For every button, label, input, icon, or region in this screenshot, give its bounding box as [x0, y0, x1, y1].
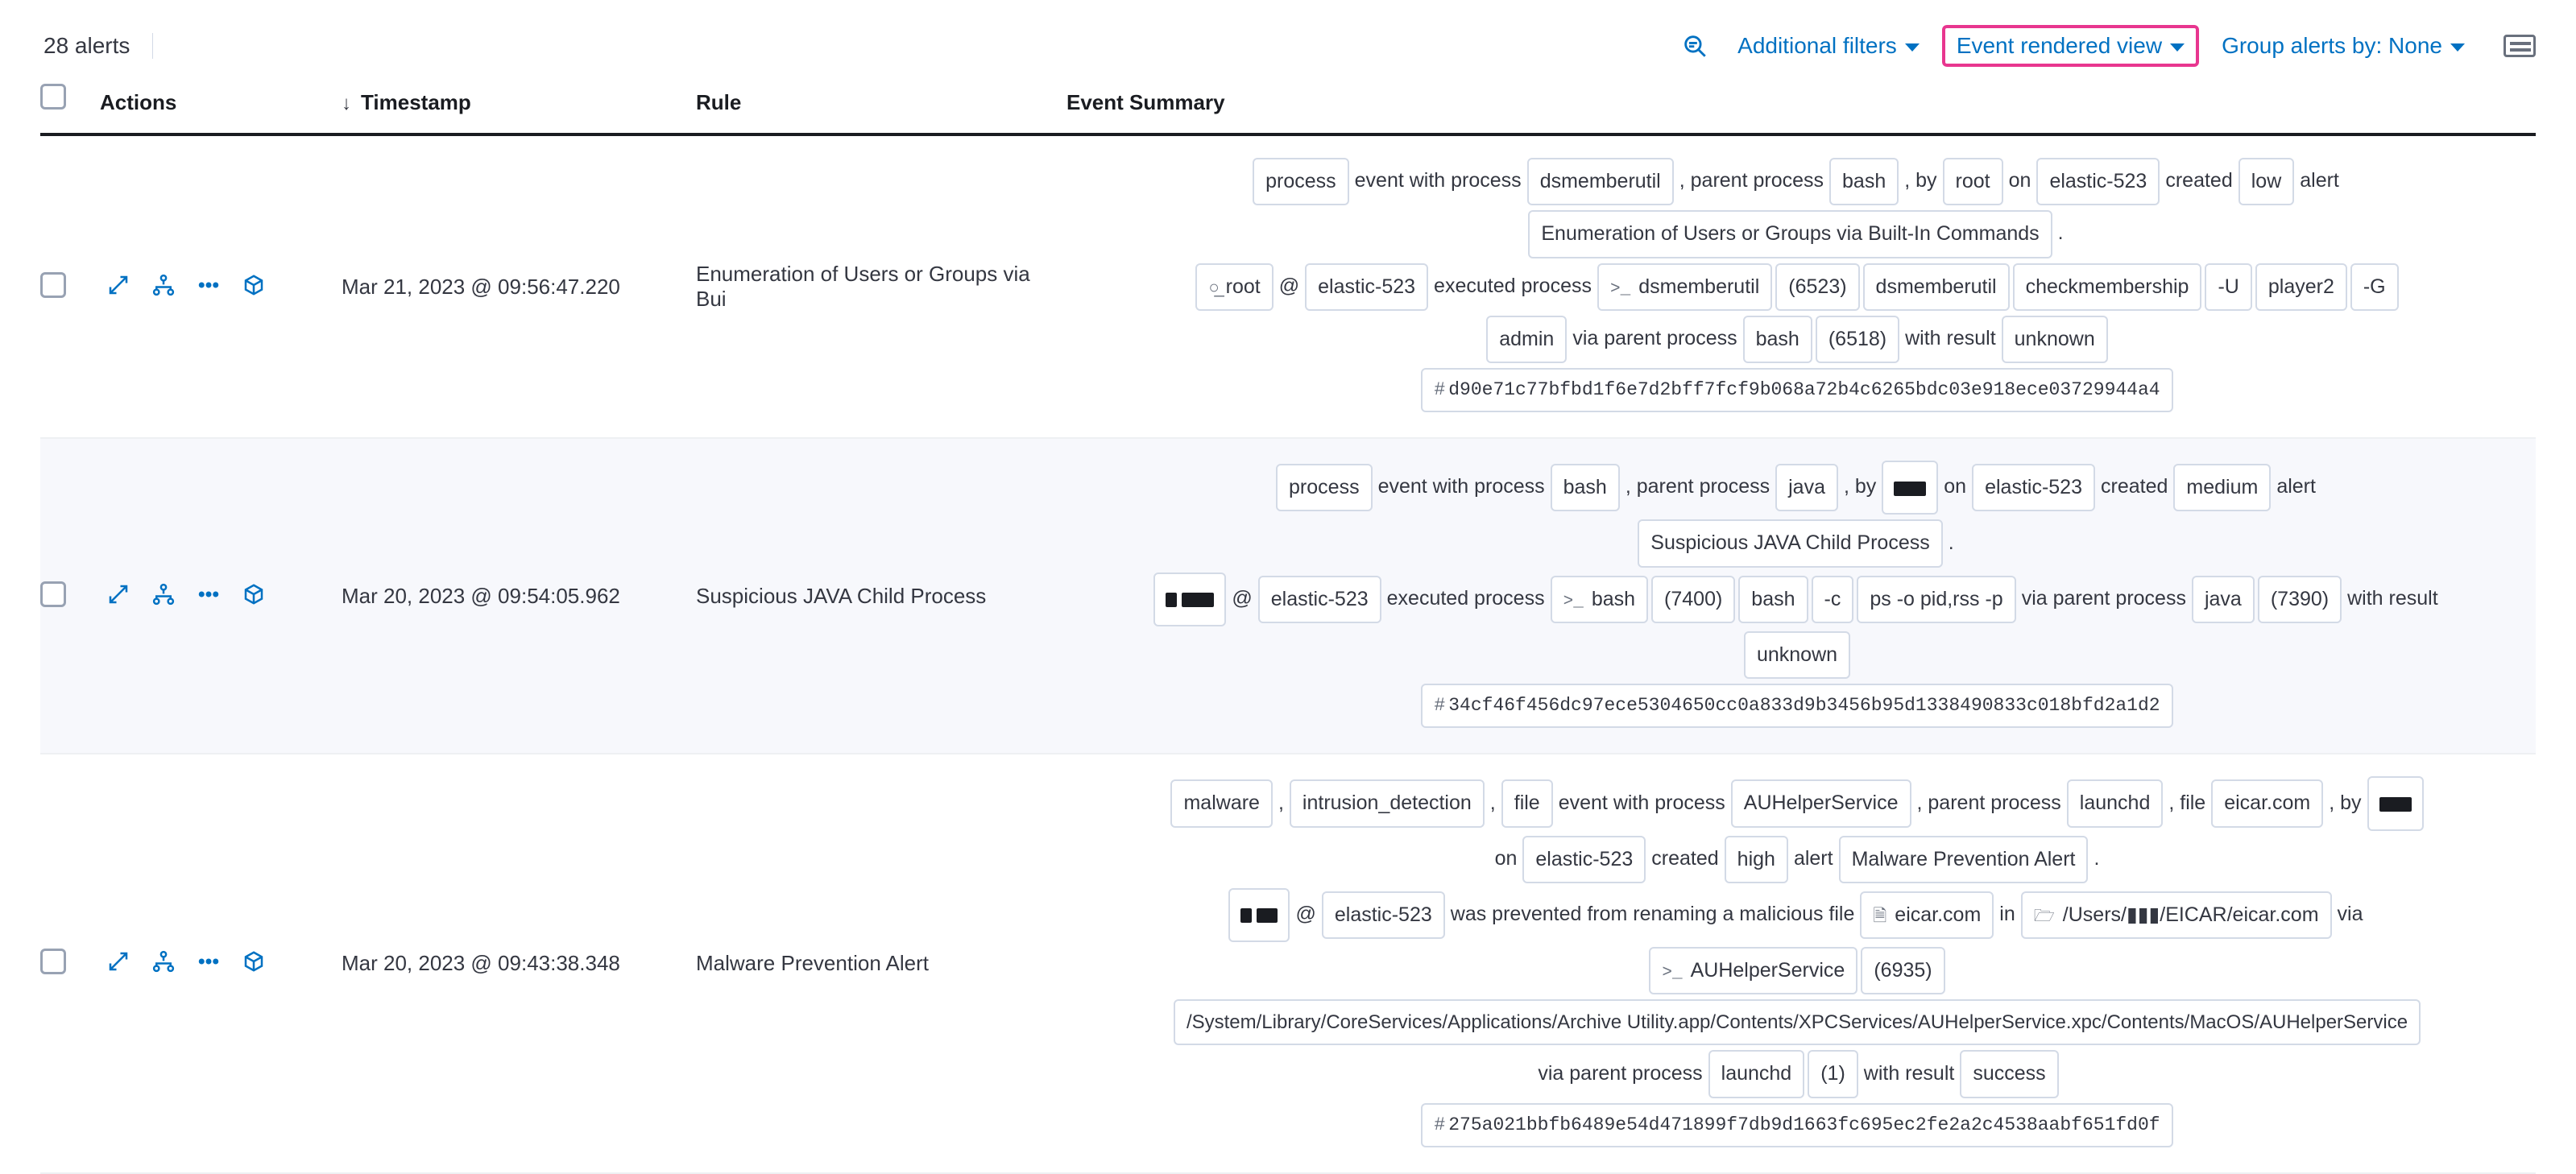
summary-token[interactable]: ps -o pid,rss -p — [1857, 576, 2015, 623]
summary-text: executed process — [1386, 586, 1545, 610]
chevron-down-icon — [2170, 43, 2185, 52]
timestamp-cell: Mar 20, 2023 @ 09:43:38.348 — [342, 951, 620, 976]
redaction-bar — [1240, 908, 1252, 923]
expand-icon — [106, 273, 130, 297]
summary-token[interactable]: unknown — [1744, 631, 1850, 679]
event-rendered-view-highlight — [1942, 25, 2199, 67]
add-to-case-button[interactable] — [242, 582, 266, 610]
summary-token[interactable]: launchd — [2067, 779, 2164, 827]
summary-token[interactable]: # 34cf46f456dc97ece5304650cc0a833d9b3456b95d1338490833c018bfd2a1d2 — [1421, 684, 2172, 728]
more-actions-icon — [197, 582, 221, 606]
add-to-case-icon — [242, 949, 266, 974]
row-actions — [100, 949, 342, 978]
summary-text: , by — [1904, 169, 1937, 192]
hash-icon: # — [1434, 1114, 1446, 1135]
summary-token[interactable]: /System/Library/CoreServices/Applications/Archive Utility.app/Contents/XPCServices/AUHelperService.xpc/Contents/MacOS/AUHelperService — [1174, 999, 2421, 1045]
event-rendered-view-label: Event rendered view — [1956, 33, 2163, 58]
summary-text: on — [1494, 846, 1518, 870]
summary-token[interactable]: low — [2238, 158, 2295, 205]
summary-token[interactable]: >_ AUHelperService — [1649, 947, 1857, 994]
summary-token[interactable]: -U — [2205, 263, 2251, 311]
summary-text: executed process — [1434, 274, 1592, 297]
hash-icon: # — [1434, 379, 1446, 400]
additional-filters-label: Additional filters — [1737, 33, 1897, 58]
select-all-header — [40, 77, 100, 134]
summary-token[interactable]: ○̲ root — [1195, 263, 1273, 311]
expand-icon — [106, 582, 130, 606]
summary-token[interactable]: bash — [1738, 576, 1808, 623]
table-row[interactable] — [40, 134, 2536, 438]
summary-token[interactable]: malware — [1170, 779, 1272, 827]
summary-token[interactable]: process — [1253, 158, 1349, 205]
summary-token[interactable]: high — [1725, 836, 1788, 883]
table-row[interactable] — [40, 438, 2536, 754]
summary-token[interactable]: -c — [1812, 576, 1854, 623]
actions-header: Actions — [100, 90, 177, 114]
rule-cell: Suspicious JAVA Child Process — [696, 583, 987, 608]
redacted-value — [1238, 903, 1280, 926]
summary-text: , by — [1843, 475, 1877, 498]
analyze-event-button[interactable] — [151, 273, 176, 301]
alerts-toolbar — [40, 0, 2536, 77]
alerts-table-header — [40, 77, 2536, 134]
summary-token[interactable]: Enumeration of Users or Groups via Built-In Commands — [1528, 210, 2052, 258]
expand-button[interactable] — [106, 582, 130, 610]
select-all-checkbox[interactable] — [40, 84, 66, 110]
redaction-bar — [1166, 593, 1177, 607]
summary-token[interactable]: bash — [1829, 158, 1899, 205]
event-rendered-view-button[interactable] — [1957, 33, 2185, 59]
chevron-down-icon — [1905, 43, 1920, 52]
alerts-table-body — [40, 134, 2536, 1173]
more-actions-button[interactable] — [197, 582, 221, 610]
summary-token[interactable]: # 275a021bbfb6489e54d471899f7db9d1663fc695ec2fe2a2c4538aabf651fd0f — [1421, 1103, 2172, 1147]
summary-token[interactable]: elastic-523 — [1305, 263, 1428, 311]
summary-text: @ — [1295, 903, 1316, 926]
summary-token[interactable] — [1153, 573, 1226, 626]
row-actions — [100, 582, 342, 610]
summary-token[interactable]: intrusion_detection — [1290, 779, 1485, 827]
summary-text: on — [2008, 169, 2031, 192]
summary-text: created — [2165, 169, 2233, 192]
summary-token[interactable]: elastic-523 — [2036, 158, 2160, 205]
summary-token[interactable]: (7400) — [1651, 576, 1735, 623]
summary-text: , — [1278, 791, 1284, 814]
summary-token[interactable]: (7390) — [2258, 576, 2342, 623]
summary-text: via parent process — [1538, 1061, 1703, 1085]
row-actions — [100, 273, 342, 301]
file-icon: 🗎 — [1873, 907, 1887, 927]
summary-text: created — [2101, 475, 2168, 498]
summary-text: , parent process — [1625, 475, 1770, 498]
summary-token[interactable]: eicar.com — [2211, 779, 2323, 827]
summary-token[interactable]: root — [1943, 158, 2003, 205]
summary-token[interactable]: >_ dsmemberutil — [1597, 263, 1772, 311]
row-actions-cell — [100, 134, 342, 438]
summary-text: alert — [2300, 169, 2339, 192]
summary-text: was prevented from renaming a malicious file — [1450, 903, 1855, 926]
alerts-table — [40, 77, 2536, 1174]
event-summary-cell — [1066, 134, 2536, 438]
event-summary — [1066, 151, 2536, 423]
summary-text: , — [1489, 791, 1496, 814]
summary-token[interactable] — [2367, 776, 2424, 830]
summary-text: created — [1651, 846, 1719, 870]
summary-token[interactable]: success — [1960, 1050, 2058, 1098]
timestamp-header-label: Timestamp — [361, 90, 471, 114]
summary-token[interactable]: bash — [1743, 316, 1812, 363]
expand-button[interactable] — [106, 273, 130, 301]
summary-text: with result — [1905, 326, 1996, 349]
rule-cell: Enumeration of Users or Groups via Bui — [696, 262, 1030, 312]
keyboard-shortcuts-icon[interactable] — [2504, 35, 2536, 57]
event-summary — [1066, 769, 2536, 1158]
summary-token[interactable]: (1) — [1808, 1050, 1858, 1098]
summary-text: on — [1944, 475, 1967, 498]
summary-text: alert — [1793, 846, 1833, 870]
additional-filters-button[interactable] — [1723, 25, 1934, 67]
redacted-value — [2377, 792, 2414, 814]
sort-descending-icon: ↓ — [342, 93, 351, 114]
group-alerts-by-label: Group alerts by: None — [2222, 33, 2442, 58]
event-summary — [1066, 453, 2536, 738]
summary-token[interactable]: elastic-523 — [1322, 891, 1445, 939]
summary-text: with result — [2347, 586, 2438, 610]
timestamp-cell: Mar 21, 2023 @ 09:56:47.220 — [342, 274, 620, 299]
analyze-event-icon — [151, 273, 176, 297]
row-actions-cell — [100, 438, 342, 754]
summary-token[interactable]: java — [2192, 576, 2255, 623]
summary-text: event with process — [1354, 169, 1522, 192]
analyze-event-icon — [151, 582, 176, 606]
redaction-bar — [1182, 593, 1214, 607]
terminal-icon: >_ — [1563, 592, 1584, 611]
add-to-case-button[interactable] — [242, 949, 266, 978]
summary-token[interactable]: 🗁 /Users/▮▮▮/EICAR/eicar.com — [2021, 891, 2332, 939]
row-select-cell — [40, 438, 100, 754]
summary-text: , file — [2168, 791, 2206, 814]
hash-icon: # — [1434, 695, 1446, 717]
redacted-value — [1163, 588, 1216, 610]
summary-token[interactable]: # d90e71c77bfbd1f6e7d2bff7fcf9b068a72b4c6265bdc03e918ece03729944a4 — [1421, 368, 2172, 412]
more-actions-icon — [197, 949, 221, 974]
summary-token[interactable]: Suspicious JAVA Child Process — [1638, 519, 1942, 567]
expand-icon — [106, 949, 130, 974]
summary-token[interactable]: dsmemberutil — [1527, 158, 1674, 205]
summary-text: . — [2094, 846, 2100, 870]
event-summary-cell — [1066, 438, 2536, 754]
more-actions-icon — [197, 273, 221, 297]
summary-token[interactable]: (6935) — [1861, 947, 1944, 994]
summary-text: in — [1999, 903, 2015, 926]
summary-token[interactable]: player2 — [2255, 263, 2347, 311]
inspect-button[interactable] — [1667, 24, 1723, 68]
summary-token[interactable]: dsmemberutil — [1863, 263, 2010, 311]
more-actions-button[interactable] — [197, 949, 221, 978]
summary-token[interactable]: unknown — [2002, 316, 2108, 363]
add-to-case-icon — [242, 582, 266, 606]
terminal-icon: >_ — [1610, 279, 1631, 299]
more-actions-button[interactable] — [197, 273, 221, 301]
summary-token[interactable]: 🗎 eicar.com — [1860, 891, 1994, 939]
user-icon: ○̲ — [1208, 276, 1220, 297]
rule-cell: Malware Prevention Alert — [696, 951, 930, 976]
rule-header: Rule — [696, 90, 742, 114]
summary-token[interactable]: elastic-523 — [1972, 464, 2095, 511]
timestamp-cell: Mar 20, 2023 @ 09:54:05.962 — [342, 583, 620, 608]
summary-token[interactable]: admin — [1486, 316, 1567, 363]
row-actions-cell — [100, 754, 342, 1173]
table-row[interactable] — [40, 754, 2536, 1173]
summary-text: via parent process — [2021, 586, 2186, 610]
summary-token[interactable]: (6523) — [1775, 263, 1859, 311]
chevron-down-icon — [2450, 43, 2465, 52]
summary-token[interactable]: checkmembership — [2013, 263, 2202, 311]
analyze-event-button[interactable] — [151, 582, 176, 610]
summary-text: via — [2337, 903, 2363, 926]
row-checkbox[interactable] — [40, 581, 66, 607]
expand-button[interactable] — [106, 949, 130, 978]
summary-token[interactable]: (6518) — [1816, 316, 1899, 363]
summary-token[interactable]: -G — [2350, 263, 2399, 311]
summary-token[interactable]: launchd — [1708, 1050, 1805, 1098]
event-summary-cell — [1066, 754, 2536, 1173]
group-alerts-by-button[interactable] — [2207, 25, 2479, 67]
summary-token[interactable]: medium — [2173, 464, 2271, 511]
inspect-icon — [1681, 32, 1708, 60]
row-select-cell — [40, 754, 100, 1173]
summary-text: . — [1948, 531, 1954, 554]
toolbar-divider — [152, 33, 153, 59]
row-checkbox[interactable] — [40, 272, 66, 298]
alert-count-label: 28 alerts — [43, 33, 130, 58]
timestamp-header[interactable] — [342, 77, 696, 134]
summary-text: event with process — [1558, 791, 1725, 814]
summary-text: , parent process — [1679, 169, 1824, 192]
summary-token[interactable]: java — [1775, 464, 1838, 511]
summary-text: event with process — [1377, 475, 1545, 498]
summary-text: , parent process — [1916, 791, 2061, 814]
redaction-bar — [1257, 908, 1278, 923]
summary-token[interactable]: >_ bash — [1551, 576, 1648, 623]
summary-text: . — [2057, 221, 2064, 245]
terminal-icon: >_ — [1662, 964, 1683, 983]
add-to-case-icon — [242, 273, 266, 297]
analyze-event-icon — [151, 949, 176, 974]
row-select-cell — [40, 134, 100, 438]
summary-token[interactable]: Malware Prevention Alert — [1839, 836, 2089, 883]
summary-token[interactable]: AUHelperService — [1731, 779, 1911, 827]
summary-text: @ — [1278, 274, 1300, 297]
summary-text: via parent process — [1572, 326, 1737, 349]
summary-text: @ — [1232, 586, 1253, 610]
summary-text: , by — [2329, 791, 2362, 814]
add-to-case-button[interactable] — [242, 273, 266, 301]
summary-token[interactable]: elastic-523 — [1522, 836, 1646, 883]
summary-token[interactable]: process — [1276, 464, 1373, 511]
summary-token[interactable] — [1882, 461, 1938, 515]
redacted-value — [1891, 476, 1928, 498]
row-checkbox[interactable] — [40, 949, 66, 974]
summary-token[interactable]: elastic-523 — [1258, 576, 1381, 623]
folder-icon: 🗁 — [2033, 907, 2055, 927]
event-summary-header: Event Summary — [1066, 90, 1225, 114]
analyze-event-button[interactable] — [151, 949, 176, 978]
toolbar-right-group — [1667, 24, 2536, 68]
summary-text: alert — [2276, 475, 2316, 498]
summary-token[interactable]: bash — [1551, 464, 1620, 511]
redaction-bar — [1894, 482, 1926, 496]
summary-text: with result — [1863, 1061, 1955, 1085]
redaction-bar — [2379, 797, 2412, 812]
summary-token[interactable]: file — [1501, 779, 1553, 827]
